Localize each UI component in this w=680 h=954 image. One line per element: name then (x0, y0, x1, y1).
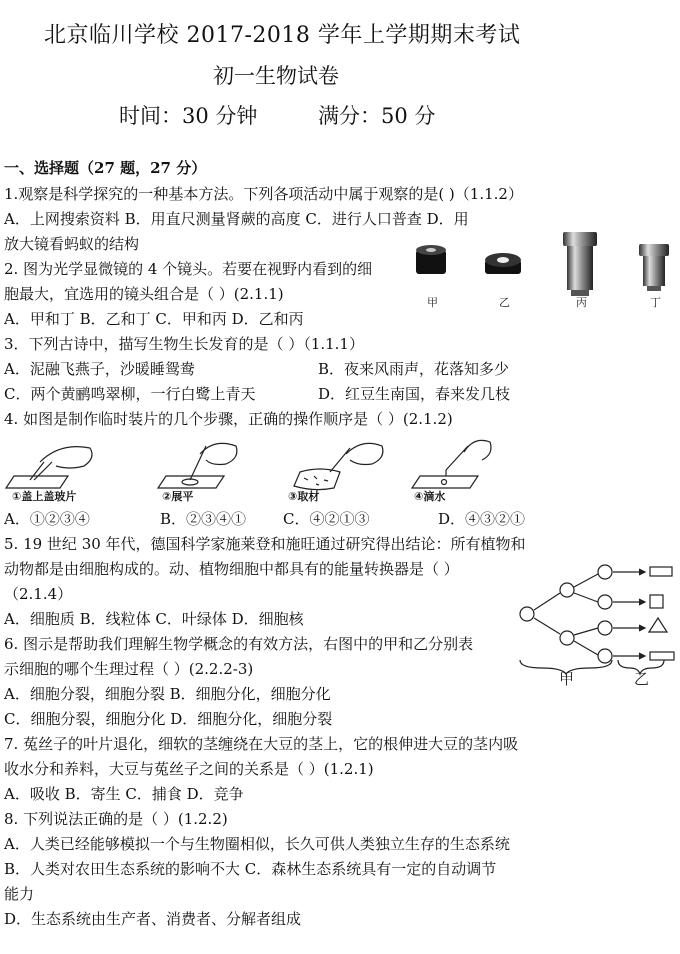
q4-option-d: D．④③②① (438, 510, 526, 528)
step-label-3: ③取材 (288, 490, 320, 503)
cell-process-diagram (512, 560, 678, 686)
exam-title: 北京临川学校 2017-2018 学年上学期期末考试 (44, 23, 521, 48)
lens-jia-icon (416, 245, 446, 274)
step-label-2: ②展平 (162, 490, 194, 503)
lens-label-jia: 甲 (427, 296, 438, 309)
q3-option-b: B．夜来风雨声，花落知多少 (318, 360, 510, 378)
label-jia: 甲 (559, 670, 575, 688)
tissue-square-icon (650, 595, 663, 608)
q4-stem: 4. 如图是制作临时装片的几个步骤，正确的操作顺序是（ ）(2.1.2) (4, 410, 453, 428)
step-label-4: ④滴水 (414, 490, 446, 503)
step-flatten-icon (158, 443, 237, 488)
exam-time: 时间：30 分钟 (119, 104, 258, 128)
lens-bing-icon (563, 232, 597, 296)
q5-stem-cont: 动物都是由细胞构成的。动、植物细胞中都具有的能量转换器是（ ） (4, 560, 459, 578)
q8-option-bc: B．人类对农田生态系统的影响不大 C．森林生态系统具有一定的自动调节 (4, 860, 497, 878)
q1-options: A．上网搜索资料 B．用直尺测量肾蕨的高度 C．进行人口普查 D．用 (4, 210, 469, 228)
q1-options-cont: 放大镜看蚂蚁的结构 (4, 235, 140, 253)
microscope-lens-figure (405, 222, 677, 314)
q6-options-cd: C．细胞分裂，细胞分化 D．细胞分化，细胞分裂 (4, 710, 333, 728)
q8-option-d: D．生态系统由生产者、消费者、分解者组成 (4, 910, 302, 928)
lens-label-yi: 乙 (499, 296, 510, 309)
q8-option-c-cont: 能力 (4, 885, 35, 903)
q4-option-b: B．②③④① (160, 510, 247, 528)
q2-options: A．甲和丁 B．乙和丁 C．甲和丙 D．乙和丙 (4, 310, 304, 328)
cell-origin-icon (520, 607, 534, 621)
q7-options: A．吸收 B．寄生 C．捕食 D．竞争 (4, 785, 244, 803)
q8-option-a: A．人类已经能够模拟一个与生物圈相似，长久可供人类独立生存的生态系统 (4, 835, 510, 853)
tissue-triangle-icon (649, 618, 667, 632)
exam-subtitle: 初一生物试卷 (213, 64, 339, 88)
q5-options: A．细胞质 B．线粒体 C．叶绿体 D．细胞核 (4, 610, 304, 628)
section-heading: 一、选择题（27 题，27 分） (4, 159, 207, 177)
q5-code: （2.1.4） (4, 585, 73, 603)
slide-steps-figure (0, 432, 500, 504)
q3-option-a: A．泥融飞燕子，沙暖睡鸳鸯 (4, 360, 195, 378)
lens-label-ding: 丁 (650, 296, 661, 309)
step-label-1: ①盖上盖玻片 (12, 490, 77, 503)
q4-option-c: C．④②①③ (283, 510, 370, 528)
q6-stem-cont: 示细胞的哪个生理过程（ ）(2.2.2-3) (4, 660, 254, 678)
q3-option-d: D．红豆生南国，春来发几枝 (318, 385, 511, 403)
step-take-material-icon (294, 443, 383, 489)
q3-option-c: C．两个黄鹂鸣翠柳，一行白鹭上青天 (4, 385, 256, 403)
exam-score: 满分：50 分 (318, 104, 436, 128)
q7-stem: 7. 菟丝子的叶片退化，细软的茎缠绕在大豆的茎上，它的根伸进大豆的茎内吸 (4, 735, 519, 753)
tissue-rect-icon (650, 567, 672, 576)
lens-label-bing: 丙 (576, 296, 587, 309)
q4-option-a: A．①②③④ (4, 510, 90, 528)
q6-stem: 6. 图示是帮助我们理解生物学概念的有效方法，右图中的甲和乙分别表 (4, 635, 474, 653)
q1-stem: 1.观察是科学探究的一种基本方法。下列各项活动中属于观察的是( )（1.1.2） (4, 185, 523, 203)
step-cover-slip-icon (6, 447, 92, 488)
step-drop-water-icon (412, 440, 491, 488)
tissue-bar-icon (650, 652, 674, 660)
q6-options-ab: A．细胞分裂，细胞分裂 B．细胞分化，细胞分化 (4, 685, 331, 703)
q8-stem: 8. 下列说法正确的是（ ）(1.2.2) (4, 810, 228, 828)
q7-stem-cont: 收水分和养料，大豆与菟丝子之间的关系是（ ）(1.2.1) (4, 760, 374, 778)
q5-stem: 5. 19 世纪 30 年代，德国科学家施莱登和施旺通过研究得出结论：所有植物和 (4, 535, 526, 553)
q3-stem: 3．下列古诗中，描写生物生长发育的是（ ）（1.1.1） (4, 335, 364, 353)
lens-yi-icon (485, 253, 521, 274)
q2-stem-cont: 胞最大，宜选用的镜头组合是（ ）(2.1.1) (4, 285, 284, 303)
lens-ding-icon (639, 244, 669, 291)
q2-stem: 2. 图为光学显微镜的 4 个镜头。若要在视野内看到的细 (4, 260, 373, 278)
label-yi: 乙 (634, 670, 650, 688)
